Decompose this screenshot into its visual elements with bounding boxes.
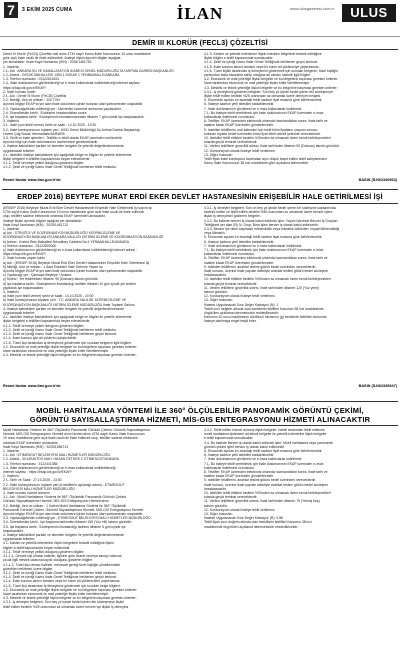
body-text-line: 9- İstekliler tekliflerini, anahtar teslimi götürü bedel üzerinden vereceklerdir.: [204, 478, 317, 483]
body-text-line: KOORDİNASYON BAŞKANLIĞI YATIRIM İZLEME MÜDÜRLÜĞÜ İhale Toplantı Salonu: [3, 302, 135, 307]
body-text-line: 4734 sayılı Kamu İhale Kanununun 19 uncu maddesine göre açık ihale usulü ile ihale edilecek: [3, 210, 145, 215]
website-url: www.ulusgazetesi.com.tr: [289, 6, 334, 11]
section-divider: [2, 189, 398, 190]
body-text-line: 4.1.3- Katılım ve yeterlik kriterlerine ilişkin istenilen belgelerin tedarik edildiğine: [204, 52, 322, 56]
body-text-line: ç) İhale dokümanının görülebileceği ve e-imza kullanılarak indirilebileceği internet adresi :: [3, 248, 137, 253]
body-text-line: 1.4- İhale dokümanının görülebileceği ve e-imza kullanılarak indirilebileceği internet sayfası :: [3, 81, 142, 86]
body-text-line: 2.3- Yapılacağı/teslim edileceği yer : Mal teslim İdaremiz ambarına yapılacaktır.: [3, 106, 122, 111]
body-text-line: Panoramik Görüntü Çekimi, Görüntü Sayısallaştırma Hizmeti, MİS-GIS Entegrasyonu Hizmeti: [3, 507, 144, 512]
body-text-line: b) Adresi : Korkut Reis Mahallesi Necatibey Caddesi No:1 YENİMAHALLE/ANKARA: [3, 239, 130, 244]
body-text-line: 4- İhaleye katılabilme şartları ve istenilen belgeler ile yeterlik değerlendirmesinde: [3, 306, 124, 311]
body-text-line: d) İşe başlama tarihi : Sözleşmenin imzalandığı tarihten itibaren 10 gün içinde yer teslimi: [3, 281, 136, 286]
body-text-line: Teklif fiyatı sınır değerin altında olan isteklilerin teklifleri Kanunun 38 inci: [204, 520, 312, 525]
body-text-line: 1- İdarenin: [3, 227, 20, 232]
notice-erdep-2016: [0, 192, 400, 392]
body-text-line: Demir III Klorür (FeCl3) Çözeltisi mal alımı 4734 sayılı Kamu İhale Kanununun 19 uncu maddesine: [3, 52, 151, 56]
body-text-line: İhale Kayıt Numarası (İKN) : 2025/1556713: [3, 444, 69, 449]
body-text-line: 4.2- Ekonomik ve mali yeterliğe ilişkin belgeler ve bu belgelerin taşıması gereken kriterler:: [204, 77, 339, 82]
body-text-line: Teklifi sınır değerin altında olan isteklilerin teklifleri Kanunun 38 inci maddesinde: [204, 306, 324, 311]
body-text-line: uygulanacak kriterler:: [3, 537, 36, 542]
body-text-line: saatine kadar EKAP üzerinden gönderilecektir.: [204, 123, 274, 128]
footer-code: BASIN (İLN02339947): [358, 384, 397, 388]
body-text-line: İhale sonucu, üzerine ihale yapılan istekliyle anahtar teslimi götürü bedel sözleşme: [204, 269, 329, 274]
body-text-line: a) Adı : (ERDEP 2016) Beytepe Murat Erdi Eker Devlet Hastanesinin Erişebilir Hale Getirilmesi İşi: [3, 260, 150, 265]
body-text-line: 4.1.3- Şekli ve içeriği Kamu İhale Genel Tebliğinde belirlenen geçici teminat.: [3, 575, 117, 580]
body-text-line: uygulanacak kriterler:: [3, 148, 36, 153]
page-header: [0, 0, 400, 37]
body-text-line: başlanacaktır.: [3, 528, 24, 533]
body-text-line: İdare tarafından ekonomik ve mali yeterliğe ilişkin kriter belirtilmemiştir.: [3, 348, 109, 353]
body-text-line: 3- İhale konusu hizmet alımının: [3, 491, 51, 496]
notice-right-column: [204, 52, 397, 176]
notice-left-column: [3, 206, 196, 382]
body-text-line: 3.1- Adı : Mobil Haritalama Yöntemi ile 360° Ölçülebilir Panoramik Görüntü Çekimi,: [3, 495, 127, 500]
body-text-line: 10- İstekliler teklif ettikleri bedelin %3'ünden az olmamak üzere kendi belirleyecekleri: [204, 491, 331, 496]
body-text-line: Ayrıntılı bilgiye EKAP'ta yer alan ihale dokümanı içinde bulunan idari şartnameden ulaşılabilir.: [3, 512, 144, 517]
body-text-line: 8- Teklifler, EKAP üzerinden elektronik ortamda hazırlandıktan sonra, ihale tarih ve: [204, 470, 328, 475]
body-text-line: 2.1- Tarih ve Saati : 27.10.2025 - 13:30: [3, 478, 62, 483]
body-text-line: Ayrıntılı bilgiye EKAP'ta yer alan ihale dokümanı içinde bulunan idari şartnameden ulaşılabilir.: [3, 102, 144, 107]
body-text-line: 8- Teklifler, EKAP üzerinden elektronik ortamda hazırlandıktan sonra, ihale tarih ve: [204, 119, 328, 124]
body-text-line: 2.5- İşe başlama tarihi : Sözleşmenin imzalanmasından itibaren 7 gün içinde işe başlanacaktır.: [3, 115, 145, 120]
notice-footer: [3, 178, 397, 184]
body-text-line: 7.1- Bu ihaleye teklif verebilmek için ihale dokümanının EKAP üzerinden e-imza: [204, 248, 324, 253]
newspaper-logo: ULUS: [342, 4, 396, 22]
body-text-line: 2.1- Adı : Demir III Klorür (FeCl3) Çözeltisi: [3, 94, 67, 99]
notice-title-line-1: MOBİL HARİTALAMA YÖNTEMİ İLE 360° ÖLÇÜLEBİLİR PANORAMİK GÖRÜNTÜ ÇEKİMİ,: [36, 406, 364, 415]
notice-footer: [3, 384, 397, 390]
notice-mobil-haritalama: [0, 404, 400, 662]
body-text-line: Teklif fiyatı ihale komisyonu tarafından aşırı düşük tespit edilen teklif sahiplerinden: [204, 157, 327, 162]
body-text-line: 13- Diğer hususlar:: [204, 298, 233, 303]
body-text-line: Ayrıntılı bilgiye EKAP'ta yer alan ihale dokümanı içinde bulunan idari şartnameden ulaşılabilir.: [3, 269, 144, 274]
body-text-line: İhaleye ilişkin ayrıntılı bilgiler aşağıda yer almaktadır:: [3, 218, 83, 223]
body-text-line: yarısından fazla hissesine sahip ortağına ait olması halinde ilgili bilgiler.: [204, 73, 311, 78]
body-text-line: İhalede Uygulanacak Sınır Değer Katsayısı (R): 0,86: [204, 516, 283, 521]
body-text-line: 4.1.1- Teklif vermeye yetkili olduğunu gösteren bilgiler.: [3, 161, 85, 166]
body-text-line: takvim günüdür.: [204, 290, 228, 295]
body-text-line: 3.3- Teklif ve ihale işlemleri : Teklifler e-teklif olarak EKAP üzerinden verilecektir.: [3, 136, 123, 141]
body-text-line: 13- Diğer hususlar:: [204, 512, 233, 517]
divider: [2, 425, 398, 426]
body-text-line: 4.1.6- Tüzel kişilik tarafından iş deneyimini göstermek için sunulan belgenin, tüzel kişiliğin: [204, 68, 338, 73]
body-text-line: görüntü çekimi işleri benzer iş olarak kabul edilecektir.: [204, 444, 285, 449]
body-text-line: 4.1.1.1- Gerçek kişi olması halinde, ilgisine göre ticaret ve/veya sanayi odasına: [3, 554, 122, 559]
issue-date: 3 EKİM 2025 CUMA: [22, 7, 73, 13]
body-text-line: 4.3.1- İş deneyimini gösteren belgeler: Son beş yıl içinde bedel içeren tek sözleşmeye: [204, 89, 333, 94]
notice-title: ERDEP 2016) BEYTEPE MURAT ERDİ EKER DEVLET HASTANESİNİN ERİŞEBİLİR HALE GETİRİLMESİ İŞİ: [17, 194, 383, 201]
body-text-line: göre açık ihale usulü ile ihale edilecektir. İhaleye ilişkin ayrıntılı bilgiler aşağıda: [3, 56, 121, 61]
body-text-line: 4.1.2- Şekli ve içeriği Kamu İhale Genel Tebliğinde belirlenen teklif mektubu.: [3, 327, 117, 332]
body-text-line: 7.1- Bu ihaleye teklif verebilmek için ihale dokümanının EKAP üzerinden e-imza: [204, 110, 324, 115]
notice-left-column: [3, 52, 196, 176]
body-text-line: kullanılarak indirilmesi zorunludur.: [204, 252, 255, 257]
body-text-line: b) İhale komisyonunun toplantı yeri : T.C. ANKARA VALİLİĞİ YATIRIM İZLEME VE: [3, 298, 127, 303]
body-text-line: 1- İdarenin: [3, 64, 20, 69]
notice-right-column: [204, 206, 397, 382]
body-text-line: saatine kadar EKAP üzerinden gönderilecektir.: [204, 474, 274, 479]
body-text-line: imzalanacaktır.: [204, 273, 227, 278]
body-text-line: Hizmeti, MİS-GIS Entegrasyonu Hizmeti alımı hizmet alımı 4734 sayılı Kamu İhale Kanununun: [3, 432, 145, 437]
body-text-line: 4.1.5- Tüzel kişi tarafından iş deneyimini göstermek için sunulan belge bilgileri.: [3, 583, 121, 588]
body-text-line: c) Telefon numarası : 03122800000: [3, 243, 57, 248]
body-text-line: Kanunun 10 uncu maddesinin dördüncü fıkrasının (g) bendinde belirtilen durumlar: [204, 315, 327, 320]
body-text-line: 4.1.4- İhale konusu alımın tamamı veya bir kısmı alt yüklenicilere yaptırılamaz.: [3, 579, 121, 584]
body-text-line: 11- Verilen tekliflerin geçerlilik süresi, ihale tarihinden itibaren 90 (Doksan) takvim günüdür.: [204, 144, 340, 149]
body-text-line: 4.1.2- Şekli ve içeriği Kamu İhale Genel Tebliğinde belirlenen teklif mektubu.: [3, 570, 117, 575]
body-text-line: 1.1- Adı : ETİMESGUT BELEDİYESİ MALİ HİZMETLER MÜDÜRLÜĞÜ: [3, 453, 110, 458]
body-text-line: 6- İhaleye sadece yerli istekliler katılabilecektir.: [204, 239, 275, 244]
body-text-line: ortamda EKAP üzerinden alınacaktır.: [3, 440, 59, 445]
body-text-line: Mobil Haritalama Yöntemi ile 360° Ölçülebilir Panoramik Görüntü Çekimi, Görüntü Sayısallaştırma: [3, 428, 150, 432]
section-divider: [2, 401, 398, 402]
body-text-line: Levent Çağ Sokak Yenimahalle/ANKARA: [3, 131, 65, 136]
body-text-line: ilişkin bilgiler e-teklif kapsamında sunulacaktır.: [204, 56, 274, 61]
notice-title-line-2: GÖRÜNTÜ SAYISALLAŞTIRMA HİZMETİ, MİS-GIS ENTEGRASYONU HİZMETİ ALINACAKTIR: [29, 415, 371, 424]
body-text-line: Görüntü Sayısallaştırma Hizmeti, MİS-GIS Entegrasyonu Hizmeti alımı: [3, 499, 109, 504]
body-text-line: 4.1.1- Teklif vermeye yetkili olduğunu gösteren bilgiler;: [3, 549, 85, 554]
body-text-line: ilişkin belgeleri e-teklifleri kapsamında beyan edeceklerdir.: [3, 319, 91, 324]
body-text-line: mobil haritalama sistemine ait teknik belgeler ile yeterlik kriterlerine ilişkin belgeler: [204, 432, 327, 437]
body-text-line: 3.1- İhale (son teklif verme) tarihi ve saati : 14.10.2025 - 10:30: [3, 123, 97, 128]
body-text-line: 2.2- İhale komisyonunun toplantı yeri (e-tekliflerin açılacağı adres) : ETİMESGUT: [3, 482, 125, 487]
body-text-line: 8- Teklifler, EKAP üzerinden elektronik ortamda hazırlandıktan sonra, ihale tarih ve: [204, 256, 328, 261]
body-text-line: 4.3- Mesleki ve teknik yeterliğe ilişkin belgeler ve bu belgelerin taşıması gereken kriterler:: [204, 85, 338, 90]
body-text-line: veya Mimarlık.: [204, 231, 226, 236]
notice-left-column: [3, 428, 196, 660]
body-text-line: uygulanacak kriterler:: [3, 311, 36, 316]
body-text-line: 2- İhale konusu yapım işinin: [3, 256, 46, 261]
body-text-line: 4.3.3- Benzer işe denk sayılacak mühendislik veya mimarlık bölümleri: İnşaat Mühendisliği: [204, 227, 340, 232]
body-text-line: 7- İhale dokümanının görülmesi ve e-imza kullanılarak indirilmesi:: [204, 106, 303, 111]
body-text-line: 4.1.5- İhale konusu alımın tamamı veya bir kısmı alt yükleniciye yaptırılamaz.: [204, 64, 320, 69]
body-text-line: 1- İdarenin: [3, 449, 20, 454]
body-text-line: 7- İhale dokümanının görülmesi ve e-imza kullanılarak indirilmesi:: [204, 243, 303, 248]
body-text-line: Tebliğinde yer alan (B) IV. Grup: Bina İşleri benzer iş olarak kabul edilecektir.: [204, 222, 319, 227]
body-text-line: 5- Ekonomik açıdan en avantajlı teklif sadece fiyat esasına göre belirlenecektir.: [204, 449, 323, 454]
body-text-line: 1.1- Adı : ANKARA SU VE KANALİZASYON İDARESİ GENEL MÜDÜRLÜĞÜ SU ARITMA DAİRESİ BAŞKANLIĞI: [3, 68, 174, 73]
body-text-line: takvim günüdür.: [204, 503, 228, 508]
body-text-line: 5- Ekonomik açıdan en avantajlı teklif sadece fiyat esasına göre belirlenecektir.: [204, 98, 323, 103]
body-text-line: 4.1.2- Şekli ve içeriği Kamu İhale Genel Tebliğinde belirlenen teklif mektubu.: [3, 165, 117, 170]
body-text-line: 3- İhalenin: [3, 119, 19, 124]
body-text-line: 1.2- Adresi : İVEDİK MAHALLESİ 1453 1.SOKAK 1 YENİMAHALLE/ANKARA: [3, 73, 120, 78]
body-text-line: 4.1.1.2- Tüzel kişi olması halinde, mevzuatı gereği tüzel kişiliğin yönetimindeki: [3, 562, 120, 567]
body-text-line: 4.3.2- Teklif edilen hizmet alımına ilişkin belgeler: İstekli tarafından teklif edilecek: [204, 428, 325, 432]
body-text-line: e-teklif kapsamında sunulacaktır.: [204, 436, 254, 441]
body-text-line: imzalanacaktır.: [204, 486, 227, 491]
body-text-line: 2.4- Süresi/teslim tarihi : Sözleşme imzalandıktan sonra: [3, 110, 87, 115]
body-text-line: 4.4- Bu ihalede benzer iş olarak kabul edilecek işler: Mobil haritalama veya panoramik: [204, 440, 333, 445]
body-text-line: 4.1- İstekliler ihaleye katılabilmek için aşağıdaki belge ve bilgiler ile yeterlik kriterlerine: [3, 315, 132, 320]
body-text-line: saatine kadar EKAP üzerinden gönderilecektir.: [204, 260, 274, 265]
footer-ilan-link[interactable]: Resmî ilanlar www.ilan.gov.tr'de: [3, 384, 61, 388]
body-text-line: 4.3- Mesleki ve teknik yeterliğe ilişkin belgeler ve bu belgelerin taşıması gereken kriterler:: [3, 596, 137, 601]
body-text-line: 4.1- Katılım ve yeterlik kriterlerine ilişkin belgelerin tedarik edildiğine ilişkin: [3, 541, 114, 546]
body-text-line: 7- İhale dokümanının görülmesi ve e-imza kullanılarak indirilmesi:: [204, 457, 303, 462]
body-text-line: 7.1- Bu ihaleye teklif verebilmek için ihale dokümanının EKAP üzerinden e-imza: [204, 461, 324, 466]
body-text-line: 1.2- Adresi : 30 AĞUSTOS MAH. HASAN ÖZTÜRK C ETİMESGUT/ANKARA: [3, 457, 119, 462]
body-text-line: 3.2- İhale komisyonunun toplantı yeri : ASKİ Genel Müdürlüğü Su Arıtma Dairesi Başkanlığı: [3, 127, 140, 132]
body-text-line: 4.3- Mesleki ve teknik yeterliğe ilişkin belgeler ve bu belgelerin taşıması gereken kriterler:: [3, 353, 137, 358]
body-text-line: 6- İhaleye sadece yerli istekliler katılabilecektir.: [204, 102, 275, 107]
body-text-line: 4.1.1- Teklif vermeye yetkili olduğunu gösteren bilgiler;: [3, 323, 85, 328]
body-text-line: bilgiler e-teklif kapsamında beyan edilecektir.: [3, 545, 71, 550]
body-text-line: taahhüt edilen ve teklif edilen bedelin %50 oranından az olmamak üzere benzer işlere: [204, 210, 333, 215]
body-text-line: 1.3- Telefon numarası : 03122616161: [3, 77, 60, 82]
body-text-line: 3.2- Niteliği, türü ve miktarı : 1 Kalem Mobil Haritalama Yöntemi ile 360° Ölçülebilir: [3, 503, 127, 508]
body-text-line: 4.1.3- Şekli ve içeriği Kamu İhale Genel Tebliğinde belirlenen geçici teminat.: [3, 332, 117, 337]
body-text-line: teklif edilen bedelin %25 oranından az olmamak üzere benzer işe ilişkin iş deneyimi.: [3, 604, 130, 609]
body-text-line: ihaleye katılmaya engel teşkil eder.: [204, 319, 257, 324]
body-text-line: 4.2- Ekonomik ve mali yeterliğe ilişkin belgeler ve bu belgelerin taşıması gereken kriterler:: [3, 587, 138, 592]
body-text-line: 9- İstekliler tekliflerini, mal kalemleri için teklif birim fiyatların çarpımı sonucu: [204, 127, 318, 132]
body-text-line: kullanılarak indirilmesi zorunludur.: [204, 115, 255, 120]
footer-ilan-link[interactable]: Resmî ilanlar www.ilan.gov.tr'de: [3, 178, 61, 182]
body-text-line: 2- İhale konusu malın: [3, 89, 36, 94]
body-text-line: 3.3- Yapılacağı/teslim edileceği yer : ETİMESGUT BELEDİYESİ MALİ HİZMETLER MÜDÜRLÜĞÜ: [3, 516, 151, 521]
body-text-line: 4.1.5- Tüzel kişi tarafından iş deneyimini göstermek için sunulan belgenin ilgili bilgileri.: [3, 340, 132, 345]
notice-right-column: [204, 428, 397, 660]
body-text-line: a) İhale (son teklif verme) tarihi ve saati : 14.10.2025 - 10:00: [3, 294, 94, 299]
footer-code: BASIN (İLN02340963): [358, 178, 397, 182]
body-text-line: olup, teklifler sadece elektronik ortamda EKAP üzerinden alınacaktır.: [3, 214, 106, 219]
page-number: 7: [4, 2, 18, 18]
body-text-line: tutarda geçici teminat vereceklerdir.: [204, 281, 258, 286]
body-text-line: 4.3.2- Bu ihalede benzer iş olarak kabul edilecek işler: Yapım İşlerinde Benzer İş Grupları: [204, 218, 338, 223]
divider: [2, 49, 398, 50]
body-text-line: tutarda geçici teminat vereceklerdir.: [204, 495, 258, 500]
body-text-line: a) Adı : STRATEJİ VE KOORDİNASYON MÜDÜRLÜĞÜ YATIRIM İZLEME VE: [3, 231, 121, 236]
body-text-line: 4.2- Ekonomik ve mali yeterliğe ilişkin belgeler ve bu belgelerin taşıması gereken kriterler:: [3, 344, 138, 349]
body-text-line: 4- İhaleye katılabilme şartları ve istenilen belgeler ile yeterlik değerlendirmesinde: [3, 144, 124, 149]
body-text-line: tutarda geçici teminat vereceklerdir.: [204, 140, 258, 145]
body-text-line: öngörülen açıklama istenmeksizin reddedilecektir.: [204, 311, 279, 316]
body-text-line: ilişkin teklif edilen bedelin %25 oranından az olmamak üzere deneyim belgesi.: [204, 94, 322, 99]
body-text-line: 4.1.4- Şekli ve içeriği Kamu İhale Genel Tebliğinde belirlenen geçici teminat.: [204, 60, 318, 65]
body-text-line: internet sayfası : https://ekap.kik.gov.tr/EKAP/: [3, 470, 72, 475]
body-text-line: 12- Konsorsiyum olarak ihaleye teklif verilemez.: [204, 148, 276, 153]
body-text-line: 19 uncu maddesine göre açık ihale usulü ile ihale edilecek olup, teklifler sadece elektronik: [3, 436, 138, 441]
body-text-line: b) Niteliği, türü ve miktarı : 1 Adet Erişebilir Hale Getirme Yapım İşi: [3, 264, 103, 269]
body-text-line: İdare tarafından ekonomik ve mali yeterliğe ilişkin kriter belirtilmemiştir.: [3, 591, 109, 596]
body-text-line: 3.4- Süresi/teslim tarihi : İşe başlama tarihinden itibaren 150 (Yüz elli) takvim günüdür.: [3, 520, 133, 525]
body-text-line: 11- Verilen tekliflerin geçerlilik süresi, ihale tarihinden itibaren 120 (Yüz yirmi): [204, 285, 320, 290]
body-text-line: 4.3.1- İş deneyim belgeleri: Son on beş yıl içinde bedel içeren bir sözleşme kapsamında: [204, 206, 336, 210]
body-text-line: 1.4- İhale dokümanının görülebileceği ve e-imza kullanılarak indirilebileceği: [3, 465, 116, 470]
body-text-line: bulunan toplam bedel üzerinden birim fiyat teklif cetveli şeklinde vereceklerdir.: [204, 131, 321, 136]
body-text-line: 3- İhalenin: [3, 290, 19, 295]
body-text-line: https://ekap.kik.gov.tr/EKAP/: [3, 85, 46, 90]
body-text-line: ilişkin iş deneyimini gösteren belgeler.: [204, 214, 261, 219]
body-text-line: 4- İhaleye katılabilme şartları ve istenilen belgeler ile yeterlik değerlendirmesinde: [3, 533, 124, 538]
body-text-line: ilişkin belgeleri e-teklifleri kapsamında beyan edeceklerdir.: [3, 157, 91, 162]
divider: [2, 203, 398, 204]
body-text-line: 6- İhaleye sadece yerli istekliler katılabilecektir.: [204, 453, 275, 458]
body-text-line: 9- İstekliler tekliflerini, anahtar teslimi götürü bedel üzerinden vereceklerdir.: [204, 264, 317, 269]
section-title: İLAN: [176, 4, 224, 23]
body-text-line: Ayrıntılı bilgi için ihale dokümanının incelenmesi gerekmektedir.: [3, 140, 99, 145]
body-text-line: 5- Ekonomik açıdan en avantajlı teklif sadece fiyat esasına göre belirlenecektir.: [204, 235, 323, 240]
body-text-line: 13- Diğer hususlar:: [204, 152, 233, 157]
body-text-line: görevlileri belirtmek üzere bilgiler.: [3, 566, 54, 571]
notice-demir-klorur: [0, 38, 400, 186]
body-text-line: 4.3.1- İş deneyim belgeleri: Son beş yıl içinde bedel içeren tek sözleşmeye ilişkin: [3, 600, 125, 605]
body-text-line: 1.3- Telefon numarası : 3122441385: [3, 461, 58, 466]
body-text-line: 4.1- İstekliler ihaleye katılabilmek için aşağıdaki belge ve bilgiler ile yeterlik kriterlerine: [3, 152, 132, 157]
body-text-line: ya da ilgili meslek odasına kayıtlı olduğunu gösteren bilgiler.: [3, 558, 93, 563]
body-text-line: yapılarak işe başlanacaktır.: [3, 285, 44, 290]
body-text-line: 3.5- İşe başlama tarihi : Sözleşmenin imzalandığı tarihten itibaren 5 gün içinde işe: [3, 524, 126, 529]
body-text-line: 11- Verilen tekliflerin geçerlilik süresi, ihale tarihinden itibaren 75 (Yetmiş beş): [204, 499, 320, 504]
body-text-line: KOORDİNASYON BAŞKANLIĞI ANKARA VALİLİĞİ YATIRIM İZLEME VE KOORDİNASYON BAŞKANLIĞI: [3, 235, 164, 240]
body-text-line: BELEDİYESİ MALİ HİZMETLER MÜDÜRLÜĞÜ: [3, 486, 75, 491]
notice-title: DEMİR III KLORÜR (FECL3) ÇÖZELTİSİ: [132, 40, 268, 47]
body-text-line: İhalede Uygulanacak Sınır Değer Katsayısı (N): 1: [204, 302, 279, 307]
body-text-line: 12- Konsorsiyum olarak ihaleye teklif verilemez.: [204, 294, 276, 299]
body-text-line: c) Yapılacağı yer : Çankaya-Beytepe / Ankara: [3, 273, 72, 278]
body-text-line: maddesinde öngörülen açıklama istenmeksizin reddedilecektir.: [204, 524, 299, 529]
body-text-line: (ERDEP 2016) Beytepe Murat Erdi Eker Devlet Hastanesinin Erişebilir Hale Getirilmesi İşi yapım işi: [3, 206, 152, 210]
body-text-line: İhale Kayıt Numarası (İKN) : 2025/1461712: [3, 222, 69, 227]
body-text-line: kullanılarak indirilmesi zorunludur.: [204, 465, 255, 470]
body-text-line: 2.2- Niteliği, türü ve miktarı : 120 TON: [3, 98, 60, 103]
body-text-line: https://ekap.kik.gov.tr/EKAP/: [3, 252, 46, 257]
body-text-line: 2- İhalenin: [3, 474, 19, 479]
body-text-line: İdare tarafından ekonomik ve mali yeterliğe ilişkin kriter belirtilmemiştir.: [204, 81, 310, 86]
body-text-line: 10- İstekliler teklif ettikleri bedelin %3'ünden az olmamak üzere kendi belirleyecekleri: [204, 136, 331, 141]
body-text-line: yer almaktadır: İhale Kayıt Numarası (İKN) : 2025/1461753: [3, 60, 92, 65]
body-text-line: 10- İstekliler teklif ettikleri bedelin %3'ünden az olmamak üzere kendi belirleyecekleri: [204, 277, 331, 282]
body-text-line: ç) Süresi : Yer tesliminden itibaren 90 (Doksan) takvim günüdür.: [3, 277, 99, 282]
body-text-line: İhale sonucu, üzerine ihale yapılan istekliyle anahtar teslimi götürü bedel sözleşme: [204, 482, 329, 487]
body-text-line: 12- Konsorsiyum olarak ihaleye teklif verilemez.: [204, 507, 276, 512]
body-text-line: 4.1.4- İhale konusu işte alt yüklenici çalıştırılabilir.: [3, 336, 78, 341]
body-text-line: Kamu İhale Kanununun 38 inci maddesine göre açıklama istenecektir.: [204, 161, 309, 166]
